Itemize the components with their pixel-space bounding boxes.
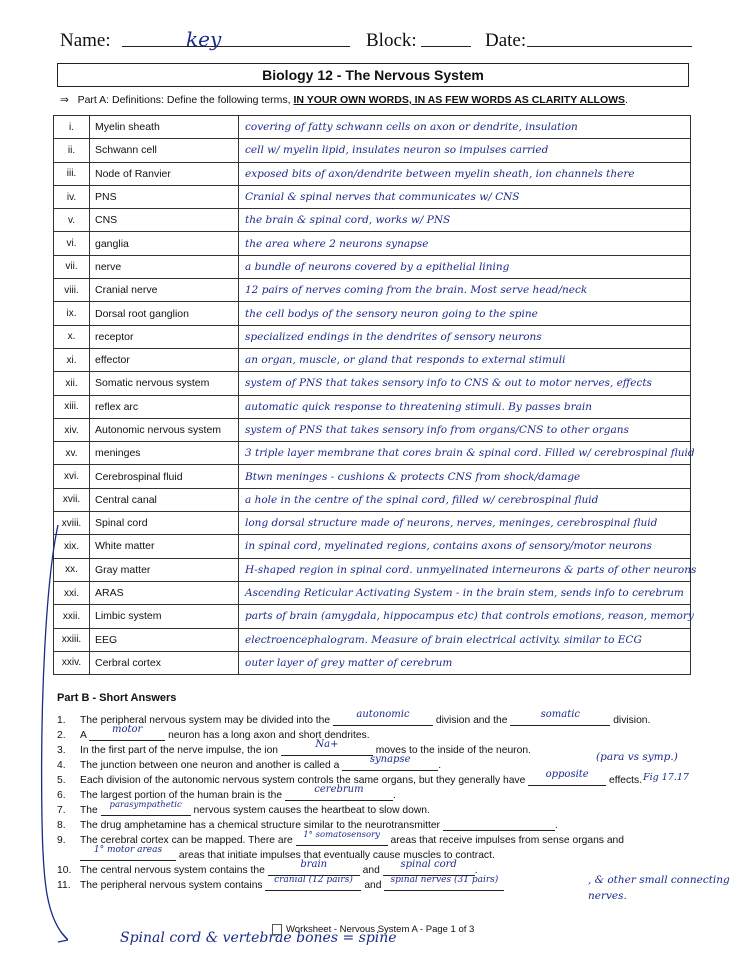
- table-row: [54, 116, 691, 139]
- term-label: ARAS: [90, 581, 239, 604]
- answer-text: system of PNS that takes sensory info to CNS & out to motor nerves, effects: [245, 377, 652, 390]
- table-row: [54, 558, 691, 581]
- answer-text: exposed bits of axon/dendrite between myelin sheath, ion channels there: [245, 167, 635, 180]
- answer-cell[interactable]: [239, 139, 691, 162]
- answer-cell[interactable]: [239, 116, 691, 139]
- handwritten-continuation: , & other small connecting nerves.: [588, 874, 730, 902]
- table-row: [54, 348, 691, 371]
- term-number: xviii.: [54, 512, 90, 535]
- question-3: 3. In the first part of the nerve impulse, the ion Na+ moves to the inside of the neuron.: [57, 739, 531, 756]
- table-row: [54, 325, 691, 348]
- term-number: xiv.: [54, 418, 90, 441]
- answer-cell[interactable]: [239, 488, 691, 511]
- block-label: Block:: [366, 30, 417, 51]
- answer-cell[interactable]: [239, 209, 691, 232]
- answer-text: outer layer of grey matter of cerebrum: [245, 656, 453, 669]
- term-number: x.: [54, 325, 90, 348]
- answer-text: the cell bodys of the sensory neuron going to the spine: [245, 307, 538, 320]
- answer-cell[interactable]: [239, 605, 694, 628]
- arrow-icon: ⇒: [60, 94, 69, 106]
- answer-blank[interactable]: cranial (12 pairs): [265, 878, 361, 891]
- term-label: Limbic system: [90, 605, 239, 628]
- answer-cell[interactable]: [239, 628, 691, 651]
- part-b-title: Part B - Short Answers: [57, 692, 177, 704]
- answer-cell[interactable]: [239, 558, 697, 581]
- answer-cell[interactable]: [239, 279, 691, 302]
- answer-blank[interactable]: cerebrum: [285, 788, 393, 801]
- answer-blank[interactable]: motor: [89, 728, 165, 741]
- term-label: Central canal: [90, 488, 239, 511]
- question-7: 7. The $^{parasympathetic}$ nervous system causes the heartbeat to slow down.: [57, 800, 430, 816]
- part-a-instruction: [60, 94, 628, 106]
- table-row: [54, 651, 691, 674]
- term-label: Cranial nerve: [90, 279, 239, 302]
- question-9: 9. The cerebral cortex can be mapped. There are $^{1^\circ somatosensory}$ areas that receive impulses from sense organs and: [57, 830, 624, 846]
- term-label: Autonomic nervous system: [90, 418, 239, 441]
- table-row: [54, 418, 691, 441]
- term-number: xi.: [54, 348, 90, 371]
- term-label: Schwann cell: [90, 139, 239, 162]
- answer-cell[interactable]: [239, 442, 695, 465]
- answer-cell[interactable]: [239, 302, 691, 325]
- title-box: [57, 63, 689, 87]
- answer-blank[interactable]: somatic: [510, 713, 610, 726]
- table-row: [54, 488, 691, 511]
- answer-cell[interactable]: [239, 512, 691, 535]
- answer-cell[interactable]: [239, 348, 691, 371]
- term-number: vii.: [54, 255, 90, 278]
- table-row: [54, 581, 691, 604]
- answer-cell[interactable]: [239, 535, 691, 558]
- document-icon: [272, 924, 282, 935]
- name-line: [122, 46, 350, 47]
- margin-note: (para vs symp.): [596, 751, 678, 763]
- term-number: iii.: [54, 162, 90, 185]
- answer-text: H-shaped region in spinal cord. unmyelinated interneurons & parts of other neurons: [245, 563, 697, 576]
- term-number: xiii.: [54, 395, 90, 418]
- answer-text: 12 pairs of nerves coming from the brain. Most serve head/neck: [245, 284, 588, 297]
- term-label: reflex arc: [90, 395, 239, 418]
- table-row: [54, 279, 691, 302]
- answer-text: automatic quick response to threatening stimuli. By passes brain: [245, 400, 592, 413]
- table-row: [54, 162, 691, 185]
- question-6: 6. The largest portion of the human brain is the cerebrum.: [57, 784, 396, 801]
- term-number: xxiii.: [54, 628, 90, 651]
- term-number: vi.: [54, 232, 90, 255]
- term-label: Myelin sheath: [90, 116, 239, 139]
- answer-text: an organ, muscle, or gland that responds to external stimuli: [245, 354, 566, 367]
- answer-text: parts of brain (amygdala, hippocampus etc) that controls emotions, reason, memory: [245, 610, 694, 623]
- term-number: v.: [54, 209, 90, 232]
- term-number: xix.: [54, 535, 90, 558]
- table-row: [54, 255, 691, 278]
- term-number: xxii.: [54, 605, 90, 628]
- answer-cell[interactable]: [239, 325, 691, 348]
- answer-blank[interactable]: 1° somatosensory: [296, 833, 388, 846]
- term-label: ganglia: [90, 232, 239, 255]
- answer-text: long dorsal structure made of neurons, nerves, meninges, cerebrospinal fluid: [245, 517, 658, 530]
- definitions-table: [53, 115, 697, 675]
- answer-blank[interactable]: synapse: [342, 758, 438, 771]
- term-label: Cerebrospinal fluid: [90, 465, 239, 488]
- answer-cell[interactable]: [239, 232, 691, 255]
- question-10: 10. The central nervous system contains the brain and spinal cord.: [57, 859, 478, 876]
- term-label: effector: [90, 348, 239, 371]
- date-label: Date:: [485, 30, 527, 51]
- answer-text: Ascending Reticular Activating System - in the brain stem, sends info to cerebrum: [245, 587, 684, 600]
- answer-cell[interactable]: [239, 255, 691, 278]
- part-a-label: Part A: Definitions: Define the following terms,: [77, 94, 294, 106]
- term-label: nerve: [90, 255, 239, 278]
- answer-blank[interactable]: autonomic: [333, 713, 433, 726]
- term-number: viii.: [54, 279, 90, 302]
- answer-text: the area where 2 neurons synapse: [245, 237, 429, 250]
- question-1: 1. The peripheral nervous system may be divided into the autonomic division and the somatic division.: [57, 709, 651, 726]
- term-label: Gray matter: [90, 558, 239, 581]
- table-row: [54, 209, 691, 232]
- term-number: xii.: [54, 372, 90, 395]
- name-value[interactable]: key: [186, 27, 222, 51]
- answer-cell[interactable]: [239, 185, 691, 208]
- answer-cell[interactable]: [239, 418, 691, 441]
- part-a-end: .: [625, 94, 628, 106]
- question-9-continued: 1° motor areas areas that initiate impulses that eventually cause muscles to contract.: [57, 848, 495, 861]
- answer-text: electroencephalogram. Measure of brain electrical activity. similar to ECG: [245, 633, 642, 646]
- question-4: 4. The junction between one neuron and another is called a synapse.: [57, 754, 442, 771]
- answer-cell[interactable]: [239, 465, 691, 488]
- table-row: [54, 139, 691, 162]
- part-a-emphasis: IN YOUR OWN WORDS, IN AS FEW WORDS AS CLARITY ALLOWS: [293, 94, 626, 106]
- block-line[interactable]: [421, 46, 471, 47]
- answer-cell[interactable]: [239, 372, 691, 395]
- term-number: xxi.: [54, 581, 90, 604]
- answer-text: 3 triple layer membrane that cores brain & spinal cord. Filled w/ cerebrospinal fluid: [245, 447, 695, 460]
- term-number: i.: [54, 116, 90, 139]
- answer-cell[interactable]: [239, 395, 691, 418]
- term-label: Cerbral cortex: [90, 651, 239, 674]
- footer-text: Worksheet - Nervous System A - Page 1 of 3: [286, 924, 475, 936]
- term-label: CNS: [90, 209, 239, 232]
- term-number: xx.: [54, 558, 90, 581]
- answer-blank[interactable]: brain: [268, 863, 360, 876]
- table-row: [54, 185, 691, 208]
- page-footer: [272, 924, 474, 935]
- term-number: xvi.: [54, 465, 90, 488]
- answer-text: cell w/ myelin lipid, insulates neuron so impulses carried: [245, 144, 549, 157]
- answer-cell[interactable]: [239, 651, 691, 674]
- question-5: 5. Each division of the autonomic nervous system controls the same organs, but they generally have opposite effects.: [57, 769, 643, 786]
- term-label: PNS: [90, 185, 239, 208]
- answer-text: system of PNS that takes sensory info from organs/CNS to other organs: [245, 424, 629, 436]
- question-2: 2. A motor neuron has a long axon and short dendrites.: [57, 724, 370, 741]
- term-label: White matter: [90, 535, 239, 558]
- table-row: [54, 465, 691, 488]
- answer-text: covering of fatty schwann cells on axon or dendrite, insulation: [245, 121, 578, 134]
- table-row: [54, 628, 691, 651]
- answer-text: a hole in the centre of the spinal cord, filled w/ cerebrospinal fluid: [245, 493, 599, 506]
- term-number: ii.: [54, 139, 90, 162]
- table-row: [54, 512, 691, 535]
- table-row: [54, 442, 691, 465]
- date-line[interactable]: [527, 46, 692, 47]
- term-number: xv.: [54, 442, 90, 465]
- name-label: Name:: [60, 30, 111, 51]
- term-label: Spinal cord: [90, 512, 239, 535]
- answer-blank[interactable]: spinal nerves (31 pairs): [384, 878, 504, 891]
- bottom-note: Spinal cord & vertebrae bones = spine: [120, 930, 397, 946]
- answer-text: the brain & spinal cord, works w/ PNS: [245, 214, 451, 227]
- answer-cell[interactable]: [239, 581, 691, 604]
- table-row: [54, 302, 691, 325]
- term-number: ix.: [54, 302, 90, 325]
- table-row: [54, 605, 691, 628]
- answer-blank[interactable]: spinal cord: [383, 863, 475, 876]
- answer-text: specialized endings in the dendrites of sensory neurons: [245, 330, 542, 343]
- answer-text: a bundle of neurons covered by a epithelial lining: [245, 260, 510, 273]
- question-11: 11. The peripheral nervous system contains cranial (12 pairs) and spinal nerves (31 pairs): [57, 878, 504, 891]
- answer-cell[interactable]: [239, 162, 691, 185]
- table-row: [54, 395, 691, 418]
- term-label: EEG: [90, 628, 239, 651]
- term-label: Dorsal root ganglion: [90, 302, 239, 325]
- table-row: [54, 232, 691, 255]
- term-number: xvii.: [54, 488, 90, 511]
- margin-arrow-icon: [28, 520, 68, 950]
- answer-blank[interactable]: 1° motor areas: [80, 848, 176, 861]
- term-label: Node of Ranvier: [90, 162, 239, 185]
- answer-blank[interactable]: parasympathetic: [101, 803, 191, 816]
- term-label: Somatic nervous system: [90, 372, 239, 395]
- answer-text: Btwn meninges - cushions & protects CNS from shock/damage: [245, 470, 581, 483]
- answer-text: Cranial & spinal nerves that communicates w/ CNS: [245, 191, 520, 204]
- page-title: Biology 12 - The Nervous System: [262, 67, 484, 83]
- question-8: 8. The drug amphetamine has a chemical structure similar to the neurotransmitter .: [57, 820, 558, 831]
- term-number: xxiv.: [54, 651, 90, 674]
- term-label: receptor: [90, 325, 239, 348]
- answer-blank[interactable]: [443, 818, 555, 831]
- answer-blank[interactable]: opposite: [528, 773, 606, 786]
- term-label: meninges: [90, 442, 239, 465]
- answer-blank[interactable]: Na+: [281, 743, 373, 756]
- margin-note: Fig 17.17: [643, 772, 689, 783]
- table-row: [54, 535, 691, 558]
- answer-text: in spinal cord, myelinated regions, contains axons of sensory/motor neurons: [245, 540, 652, 553]
- table-row: [54, 372, 691, 395]
- term-number: iv.: [54, 185, 90, 208]
